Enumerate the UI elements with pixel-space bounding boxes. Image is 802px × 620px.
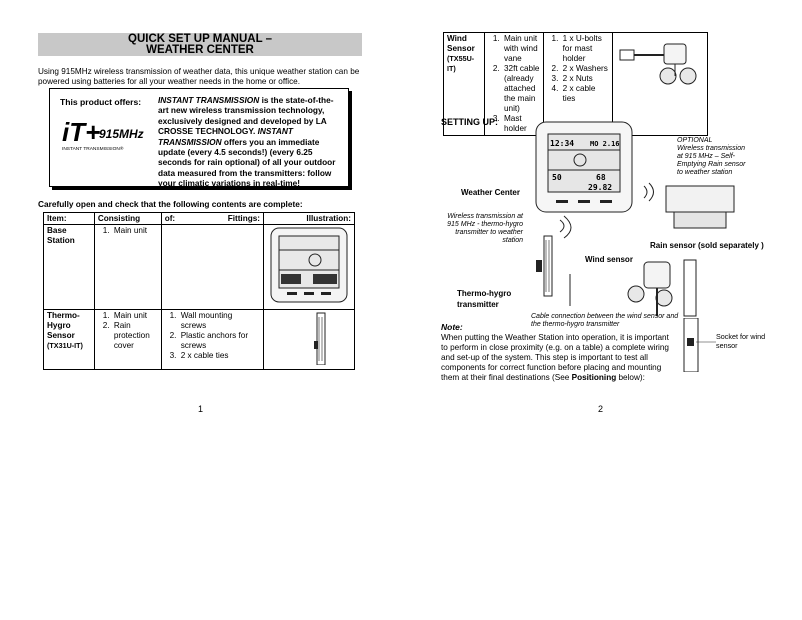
table-row: Base Station 1. Main unit: [44, 225, 355, 310]
label-cable-connection: Cable connection between the wind sensor and the thermo-hygro transmitter: [531, 313, 679, 328]
table-row: Wind Sensor (TX55U-IT) 1. Main unit with wind vane 2. 32ft cable (already attached the main unit) 3. Mast holder 1. 1 x U-bolts for mast holder 2. 2 x Washers 3. 2 x Nuts 4. 2 x cable ties: [444, 33, 708, 136]
socket-illustration: [682, 318, 716, 372]
thermo-hygro-sensor-illustration: [267, 311, 351, 365]
label-optional-rain: OPTIONAL Wireless transmission at 915 MHz – Self- Emptying Rain sensor to weather station: [677, 137, 746, 176]
svg-text:50: 50: [552, 173, 562, 182]
note-heading: Note:: [441, 322, 463, 332]
label-wind-sensor: Wind sensor: [585, 255, 633, 264]
svg-text:iT+: iT+: [62, 117, 101, 147]
it-plus-logo: [60, 117, 144, 153]
check-contents-heading: Carefully open and check that the following contents are complete:: [38, 199, 303, 209]
table-header-row: Item: Consisting of: Fittings: Illustration:: [44, 213, 355, 225]
svg-text:MO 2.16: MO 2.16: [590, 140, 620, 148]
label-rain-sensor: Rain sensor (sold separately ): [650, 241, 764, 250]
page-number-2: 2: [598, 404, 604, 414]
label-thermo-hygro: Thermo-hygro transmitter: [457, 289, 512, 309]
svg-text:915MHz: 915MHz: [99, 127, 144, 141]
intro-paragraph: Using 915MHz wireless transmission of weather data, this unique weather station can be powered using batteries for all your weather needs in the home or office.: [38, 67, 360, 86]
title-line-2: WEATHER CENTER: [146, 44, 254, 56]
page-title: [38, 33, 362, 56]
title-line-1: QUICK SET UP MANUAL –: [128, 33, 272, 45]
svg-text:29.82: 29.82: [588, 183, 613, 192]
contents-table: [43, 212, 355, 370]
page-number-1: 1: [198, 404, 204, 414]
base-station-illustration: [267, 226, 351, 306]
note-paragraph: When putting the Weather Station into operation, it is important to perform in close proximity (e.g. on a table) a complete wiring and set-up of the system. This step is important to test all components for correct function before placing and mounting them at their final destinations (See Positioning below):: [441, 333, 669, 382]
wind-sensor-setup-illustration: [600, 258, 712, 318]
table-row: Thermo- Hygro Sensor (TX31U-IT) 1. Main unit 2. Rain protection cover 1. Wall mounting screws 2. Plastic anchors for screws 3. 2 x cable ties: [44, 310, 355, 370]
setting-up-heading: SETTING UP:: [441, 117, 499, 127]
label-socket: Socket for wind sensor: [716, 332, 766, 350]
offer-text: INSTANT TRANSMISSION is the state-of-the-art new wireless transmission technology, exclusively designed and developed by LA CROSSE TECHNOLOGY. INSTANT TRANSMISSION offers you an immediate update (every 4.5 seconds!) (every 6.25 seconds for rain optional) of all your outdoor data measured from the transmitters: follow your climatic variations in real-time!: [158, 95, 336, 189]
thermo-hygro-transmitter-illustration: [530, 214, 590, 306]
svg-text:68: 68: [596, 173, 606, 182]
rain-sensor-illustration: [640, 176, 740, 240]
offer-box: [49, 88, 349, 187]
svg-text:12:34: 12:34: [550, 139, 575, 148]
weather-center-illustration: [534, 120, 634, 216]
label-wireless-transmission: Wireless transmission at 915 MHz - thermo-hygro transmitter to weather station: [447, 213, 523, 244]
label-weather-center: Weather Center: [461, 188, 520, 197]
offer-label: This product offers:: [60, 97, 142, 107]
wind-sensor-illustration: [616, 34, 704, 104]
svg-text:INSTANT TRANSMISSION®: INSTANT TRANSMISSION®: [62, 147, 124, 152]
